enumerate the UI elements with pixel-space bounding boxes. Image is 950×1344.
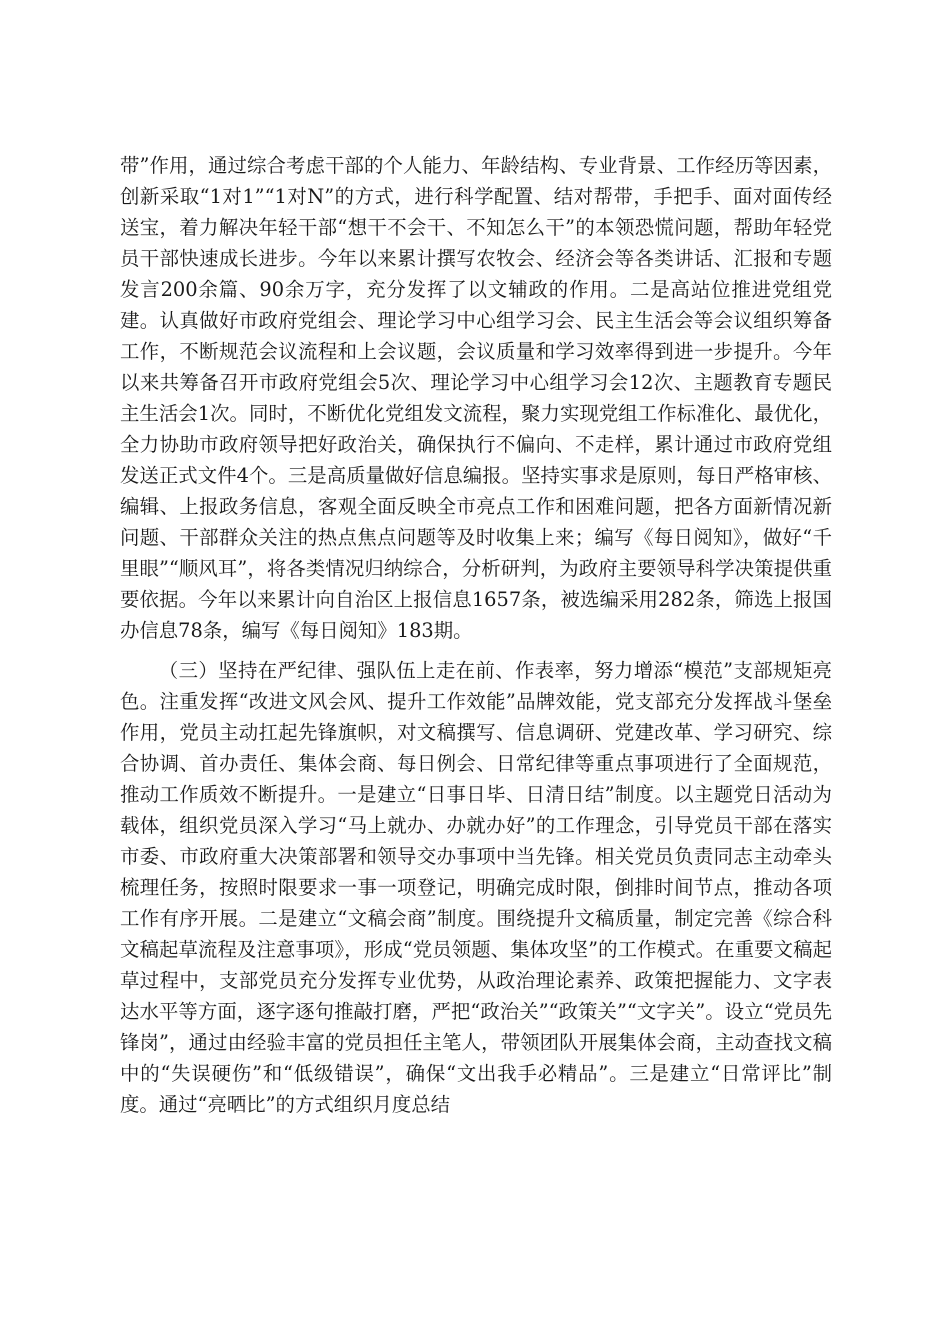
paragraph-section-three: （三）坚持在严纪律、强队伍上走在前、作表率，努力增添“模范”支部规矩亮色。注重发挥“改进文风会风、提升工作效能”品牌效能，党支部充分发挥战斗堡垒作用，党员主动扛起先锋旗帜，对文稿撰写、信息调研、党建改革、学习研究、综合协调、首办责任、集体会商、每日例会、日常纪律等重点事项进行了全面规范，推动工作质效不断提升。一是建立“日事日毕、日清日结”制度。以主题党日活动为载体，组织党员深入学习“马上就办、办就办好”的工作理念，引导党员干部在落实市委、市政府重大决策部署和领导交办事项中当先锋。相关党员负责同志主动牵头梳理任务，按照时限要求一事一项登记，明确完成时限，倒排时间节点，推动各项工作有序开展。二是建立“文稿会商”制度。围绕提升文稿质量，制定完善《综合科文稿起草流程及注意事项》，形成“党员领题、集体攻坚”的工作模式。在重要文稿起草过程中，支部党员充分发挥专业优势，从政治理论素养、政策把握能力、文字表达水平等方面，逐字逐句推敲打磨，严把“政治关”“政策关”“文字关”。设立“党员先锋岗”，通过由经验丰富的党员担任主笔人，带领团队开展集体会商，主动查找文稿中的“失误硬伤”和“低级错误”，确保“文出我手必精品”。三是建立“日常评比”制度。通过“亮晒比”的方式组织月度总结 (120, 659, 832, 1116)
document-body (120, 150, 832, 1120)
paragraph-continued: 带”作用，通过综合考虑干部的个人能力、年龄结构、专业背景、工作经历等因素，创新采取“1对1”“1对N”的方式，进行科学配置、结对帮带，手把手、面对面传经送宝，着力解决年轻干部“想干不会干、不知怎么干”的本领恐慌问题，帮助年轻党员干部快速成长进步。今年以来累计撰写农牧会、经济会等各类讲话、汇报和专题发言200余篇、90余万字，充分发挥了以文辅政的作用。二是高站位推进党组党建。认真做好市政府党组会、理论学习中心组学习会、民主生活会等会议组织筹备工作，不断规范会议流程和上会议题，会议质量和学习效率得到进一步提升。今年以来共筹备召开市政府党组会5次、理论学习中心组学习会12次、主题教育专题民主生活会1次。同时，不断优化党组发文流程，聚力实现党组工作标准化、最优化，全力协助市政府领导把好政治关，确保执行不偏向、不走样，累计通过市政府党组发送正式文件4个。三是高质量做好信息编报。坚持实事求是原则，每日严格审核、编辑、上报政务信息，客观全面反映全市亮点工作和困难问题，把各方面新情况新问题、干部群众关注的热点焦点问题等及时收集上来；编写《每日阅知》，做好“千里眼”“顺风耳”，将各类情况归纳综合，分析研判，为政府主要领导科学决策提供重要依据。今年以来累计向自治区上报信息1657条，被选编采用282条，筛选上报国办信息78条，编写《每日阅知》183期。 (120, 154, 832, 642)
